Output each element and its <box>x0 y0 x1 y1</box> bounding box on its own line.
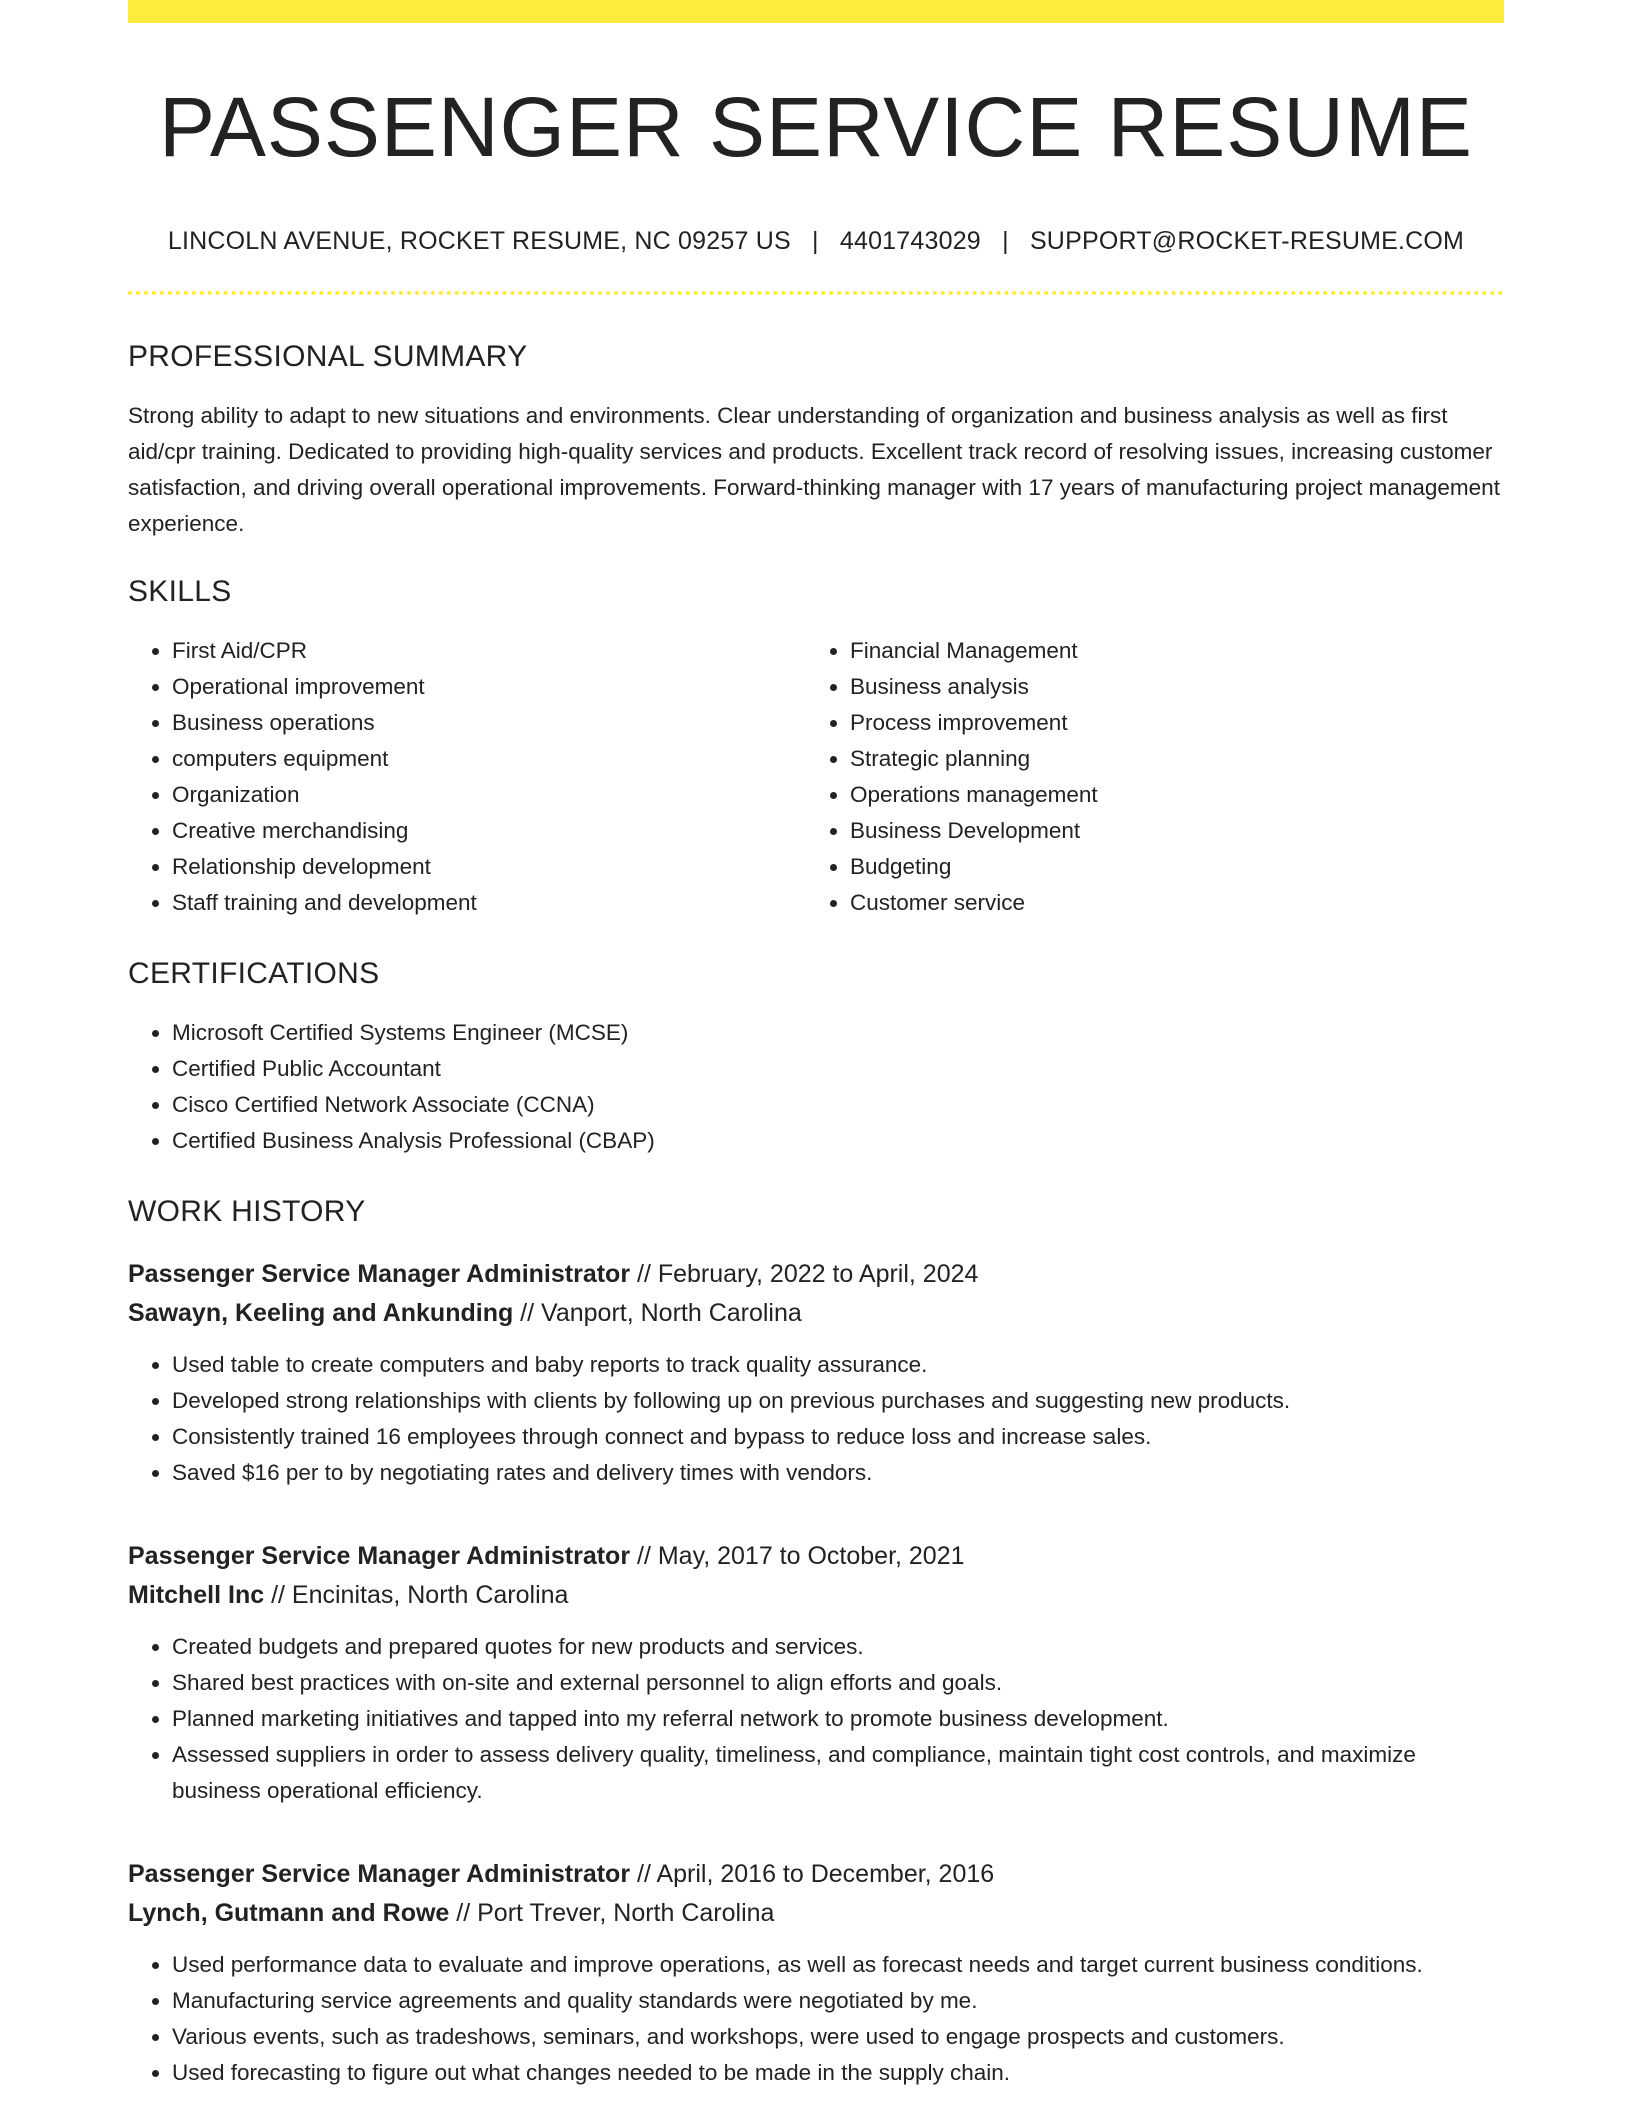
accent-top-bar <box>128 0 1504 23</box>
certification-item: • Microsoft Certified Systems Engineer (MCSE) <box>172 1015 1504 1051</box>
job-bullet: • Assessed suppliers in order to assess delivery quality, timeliness, and compliance, maintain tight cost controls, and maximize business operational efficiency. <box>172 1737 1504 1809</box>
job-company-line <box>128 1894 1504 1933</box>
skill-item: • Business Development <box>850 813 1484 849</box>
job-location: // Port Trever, North Carolina <box>449 1899 775 1928</box>
contact-address: LINCOLN AVENUE, ROCKET RESUME, NC 09257 US <box>167 227 791 256</box>
skill-item: • Business operations <box>172 705 806 741</box>
job-company: Sawayn, Keeling and Ankunding <box>128 1299 514 1328</box>
job-bullet: • Shared best practices with on-site and external personnel to align efforts and goals. <box>172 1665 1504 1701</box>
certification-item: • Certified Business Analysis Professional (CBAP) <box>172 1123 1504 1159</box>
job-bullet: • Used performance data to evaluate and improve operations, as well as forecast needs and target current business conditions. <box>172 1947 1504 1983</box>
contact-separator: | <box>1002 227 1009 256</box>
skill-item: • Financial Management <box>850 633 1484 669</box>
contact-separator: | <box>812 227 819 256</box>
job-company: Mitchell Inc <box>128 1581 265 1610</box>
job-title-line <box>128 1255 1504 1294</box>
job-dates: // February, 2022 to April, 2024 <box>630 1260 979 1289</box>
summary-heading: PROFESSIONAL SUMMARY <box>128 340 528 374</box>
job-bullet: • Consistently trained 16 employees through connect and bypass to reduce loss and increase sales. <box>172 1419 1504 1455</box>
contact-phone: 4401743029 <box>839 227 981 256</box>
job-bullet: • Created budgets and prepared quotes for new products and services. <box>172 1629 1504 1665</box>
skills-heading: SKILLS <box>128 575 232 609</box>
job-company-line <box>128 1576 1504 1615</box>
certifications-heading: CERTIFICATIONS <box>128 957 380 991</box>
job-bullet: • Various events, such as tradeshows, seminars, and workshops, were used to engage prospects and customers. <box>172 2019 1504 2055</box>
job-bullet: • Saved $16 per to by negotiating rates and delivery times with vendors. <box>172 1455 1504 1491</box>
job-company-line <box>128 1294 1504 1333</box>
job-location: // Encinitas, North Carolina <box>264 1581 569 1610</box>
job-dates: // May, 2017 to October, 2021 <box>630 1542 965 1571</box>
certification-item: • Cisco Certified Network Associate (CCNA) <box>172 1087 1504 1123</box>
skill-item: • Organization <box>172 777 806 813</box>
skill-item: • Operational improvement <box>172 669 806 705</box>
dotted-divider <box>128 291 1504 295</box>
summary-text: Strong ability to adapt to new situations and environments. Clear understanding of organization and business analysis as well as first aid/cpr training. Dedicated to providing high-quality services and products. Excellent track record of resolving issues, increasing customer satisfaction, and driving overall operational improvements. Forward-thinking manager with 17 years of manufacturing project management experience. <box>128 403 1500 537</box>
skill-item: • Process improvement <box>850 705 1484 741</box>
skills-list-right <box>806 633 1484 921</box>
work-history-heading: WORK HISTORY <box>128 1195 366 1229</box>
job-bullets <box>128 1629 1504 1809</box>
skill-item: • Relationship development <box>172 849 806 885</box>
job-title: Passenger Service Manager Administrator <box>128 1860 631 1889</box>
job-bullets <box>128 1947 1504 2091</box>
job-company: Lynch, Gutmann and Rowe <box>128 1899 450 1928</box>
job-bullet: • Planned marketing initiatives and tapped into my referral network to promote business development. <box>172 1701 1504 1737</box>
job-bullets <box>128 1347 1504 1491</box>
job-entry <box>128 1855 1504 2091</box>
job-entry <box>128 1255 1504 1491</box>
skill-item: • Operations management <box>850 777 1484 813</box>
contact-line <box>128 227 1504 256</box>
job-title-line <box>128 1537 1504 1576</box>
skill-item: • Budgeting <box>850 849 1484 885</box>
resume-page <box>128 0 1504 2091</box>
job-bullet: • Used forecasting to figure out what changes needed to be made in the supply chain. <box>172 2055 1504 2091</box>
skill-item: • Strategic planning <box>850 741 1484 777</box>
certifications-list <box>128 1015 1504 1159</box>
skill-item: • Creative merchandising <box>172 813 806 849</box>
contact-email: SUPPORT@ROCKET-RESUME.COM <box>1029 227 1465 256</box>
skill-item: • First Aid/CPR <box>172 633 806 669</box>
job-entry <box>128 1537 1504 1809</box>
skill-item: • Business analysis <box>850 669 1484 705</box>
skill-item: • computers equipment <box>172 741 806 777</box>
skills-grid <box>128 633 1504 921</box>
skill-item: • Customer service <box>850 885 1484 921</box>
job-bullet: • Manufacturing service agreements and quality standards were negotiated by me. <box>172 1983 1504 2019</box>
skills-list-left <box>128 633 806 921</box>
job-title: Passenger Service Manager Administrator <box>128 1542 631 1571</box>
job-location: // Vanport, North Carolina <box>513 1299 802 1328</box>
job-title: Passenger Service Manager Administrator <box>128 1260 631 1289</box>
certification-item: • Certified Public Accountant <box>172 1051 1504 1087</box>
job-dates: // April, 2016 to December, 2016 <box>630 1860 995 1889</box>
resume-title: PASSENGER SERVICE RESUME <box>159 80 1473 174</box>
skill-item: • Staff training and development <box>172 885 806 921</box>
job-title-line <box>128 1855 1504 1894</box>
job-bullet: • Used table to create computers and baby reports to track quality assurance. <box>172 1347 1504 1383</box>
job-bullet: • Developed strong relationships with clients by following up on previous purchases and suggesting new products. <box>172 1383 1504 1419</box>
